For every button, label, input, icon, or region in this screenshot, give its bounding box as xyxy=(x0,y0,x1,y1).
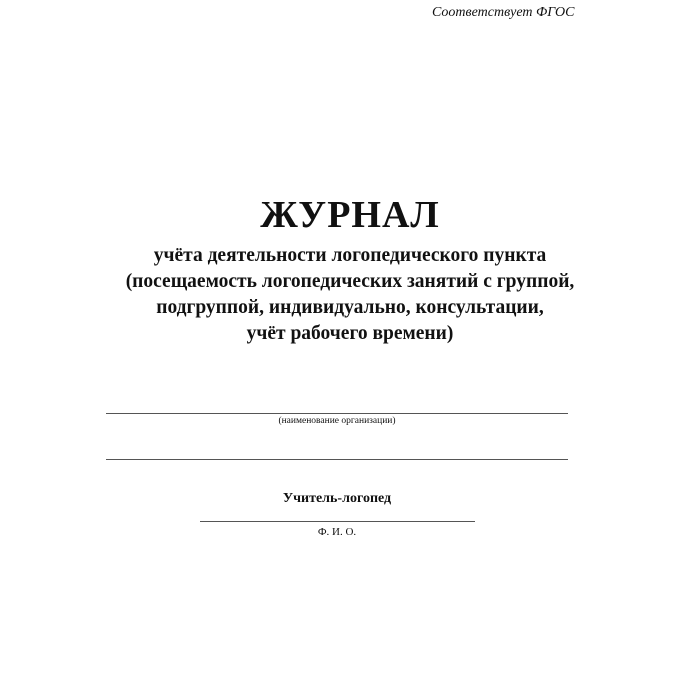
organization-name-line xyxy=(106,413,568,414)
organization-name-line-2 xyxy=(106,459,568,460)
subtitle-line: (посещаемость логопедических занятий с группой, xyxy=(125,271,575,292)
organization-name-caption: (наименование организации) xyxy=(278,416,396,426)
journal-subtitle xyxy=(0,243,700,347)
teacher-name-line xyxy=(200,521,475,522)
subtitle-line: учёт рабочего времени) xyxy=(246,323,454,344)
subtitle-line: учёта деятельности логопедического пункта xyxy=(153,245,547,266)
journal-title: ЖУРНАЛ xyxy=(260,194,440,236)
teacher-role-label: Учитель-логопед xyxy=(282,491,392,506)
teacher-name-caption: Ф. И. О. xyxy=(317,526,357,538)
fgos-compliance-note: Соответствует ФГОС xyxy=(432,5,575,20)
subtitle-line: подгруппой, индивидуально, консультации, xyxy=(156,297,544,318)
